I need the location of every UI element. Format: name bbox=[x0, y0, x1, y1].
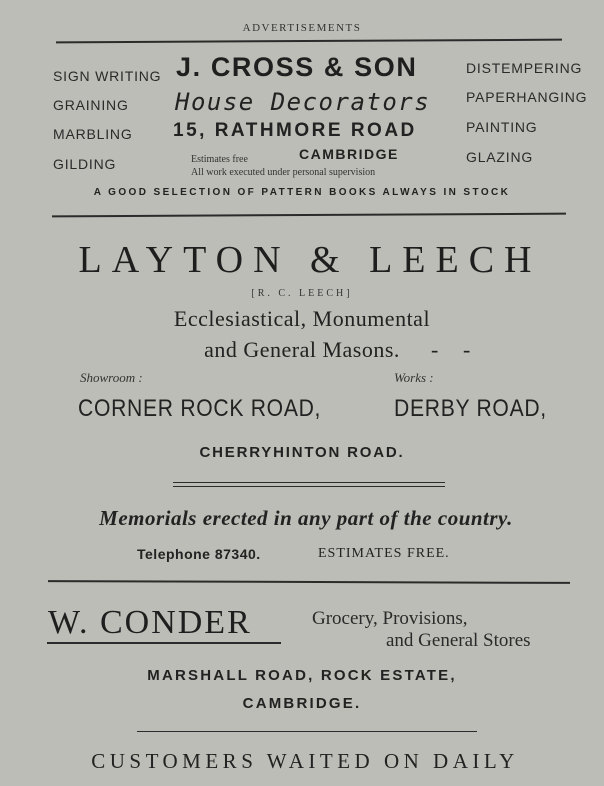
layton-bottom-rule bbox=[48, 580, 570, 584]
layton-trade-line2: and General Masons. bbox=[204, 337, 400, 362]
layton-telephone: Telephone 87340. bbox=[137, 546, 261, 562]
header-rule bbox=[56, 39, 562, 44]
layton-estimates: ESTIMATES FREE. bbox=[318, 546, 450, 561]
conder-bottom-rule bbox=[137, 731, 477, 732]
layton-double-rule-top bbox=[173, 482, 445, 483]
layton-subtitle: [R. C. LEECH] bbox=[251, 288, 353, 299]
cross-stock-line: A GOOD SELECTION OF PATTERN BOOKS ALWAYS IN STOCK bbox=[93, 187, 511, 198]
conder-daily-line: CUSTOMERS WAITED ON DAILY bbox=[91, 749, 519, 773]
layton-works-address: DERBY ROAD, bbox=[394, 395, 547, 422]
layton-trade-line1: Ecclesiastical, Monumental bbox=[173, 306, 431, 331]
cross-work-note: All work executed under personal supervision bbox=[191, 167, 376, 178]
conder-goods-line2: and General Stores bbox=[386, 630, 531, 651]
conder-firm-name: W. CONDER bbox=[48, 604, 252, 641]
layton-dash: - bbox=[431, 337, 439, 362]
cross-estimates: Estimates free bbox=[191, 154, 248, 165]
conder-goods-line1: Grocery, Provisions, bbox=[312, 608, 468, 629]
cross-service-right-4: GLAZING bbox=[466, 149, 534, 165]
layton-firm-name: LAYTON & LEECH bbox=[78, 239, 542, 281]
cross-firm-name: J. CROSS & SON bbox=[176, 52, 418, 82]
cross-service-right-3: PAINTING bbox=[466, 119, 538, 135]
cross-service-right-1: DISTEMPERING bbox=[466, 60, 583, 76]
layton-showroom-address: CORNER ROCK ROAD, bbox=[78, 395, 322, 422]
cross-bottom-rule bbox=[52, 213, 566, 218]
cross-service-left-4: GILDING bbox=[53, 156, 117, 172]
cross-city: CAMBRIDGE bbox=[299, 146, 399, 162]
cross-service-right-2: PAPERHANGING bbox=[466, 89, 588, 105]
layton-memorials: Memorials erected in any part of the country. bbox=[99, 506, 513, 530]
conder-address: MARSHALL ROAD, ROCK ESTATE, bbox=[147, 667, 457, 684]
cross-service-left-1: SIGN WRITING bbox=[53, 68, 162, 84]
cross-service-left-2: GRAINING bbox=[53, 97, 129, 113]
cross-service-left-3: MARBLING bbox=[53, 126, 133, 142]
layton-dash: - bbox=[463, 337, 471, 362]
layton-double-rule-bottom bbox=[173, 486, 445, 487]
cross-trade: House Decorators bbox=[175, 88, 431, 116]
layton-showroom-label: Showroom : bbox=[80, 370, 143, 385]
layton-works-label: Works : bbox=[394, 370, 434, 385]
conder-city: CAMBRIDGE. bbox=[242, 695, 362, 712]
page-header: ADVERTISEMENTS bbox=[242, 22, 362, 34]
cross-address: 15, RATHMORE ROAD bbox=[173, 120, 417, 141]
conder-name-underline bbox=[47, 642, 281, 644]
layton-street: CHERRYHINTON ROAD. bbox=[199, 444, 405, 461]
